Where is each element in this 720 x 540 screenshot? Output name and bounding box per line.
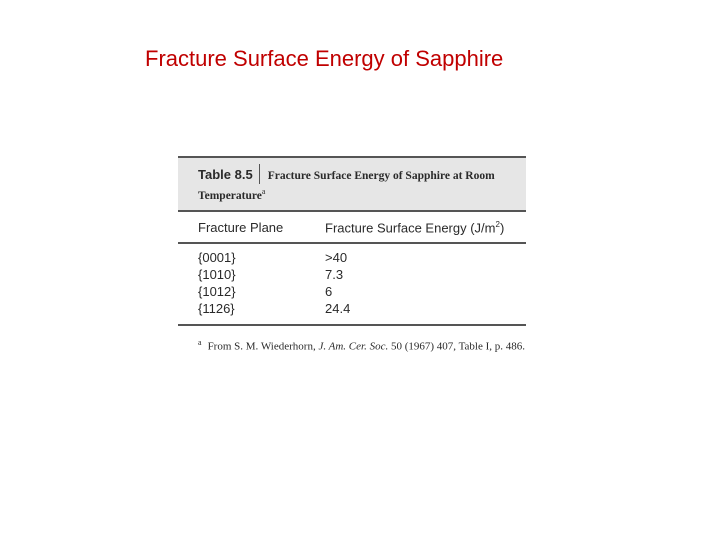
cell-energy: 6 — [325, 284, 333, 300]
cell-energy: >40 — [325, 250, 348, 266]
data-table-figure — [178, 156, 526, 356]
cell-energy: 7.3 — [325, 267, 344, 283]
cell-energy: 24.4 — [325, 301, 351, 317]
footnote-mark: a — [198, 338, 202, 348]
table-header-row — [178, 212, 526, 244]
cell-plane: {1012} — [198, 284, 236, 300]
caption-footnote-mark: a — [261, 187, 266, 196]
table-row — [198, 249, 526, 266]
caption-divider — [259, 164, 260, 184]
header-fracture-plane: Fracture Plane — [198, 219, 284, 235]
table-caption — [178, 156, 526, 212]
table-caption-text: Fracture Surface Energy of Sapphire at Room Temperature — [198, 170, 495, 202]
table-number: Table 8.5 — [198, 167, 253, 182]
cell-plane: {1126} — [198, 301, 235, 317]
footnote-text-before: From S. M. Wiederhorn, — [207, 340, 319, 353]
header-surface-energy: Fracture Surface Energy $(J/m^2)$ — [325, 219, 505, 236]
table-footnote — [178, 326, 526, 356]
footnote-text-after: 50 (1967) 407, Table I, p. 486. — [388, 340, 526, 353]
table-row — [198, 300, 526, 317]
cell-plane: {1010} — [198, 267, 236, 283]
slide-title: Fracture Surface Energy of Sapphire — [145, 46, 504, 71]
footnote-journal: J. Am. Cer. Soc. — [318, 340, 389, 353]
table-body — [178, 244, 526, 326]
table-row — [198, 283, 526, 300]
table-row — [198, 266, 526, 283]
cell-plane: {0001} — [198, 250, 236, 266]
